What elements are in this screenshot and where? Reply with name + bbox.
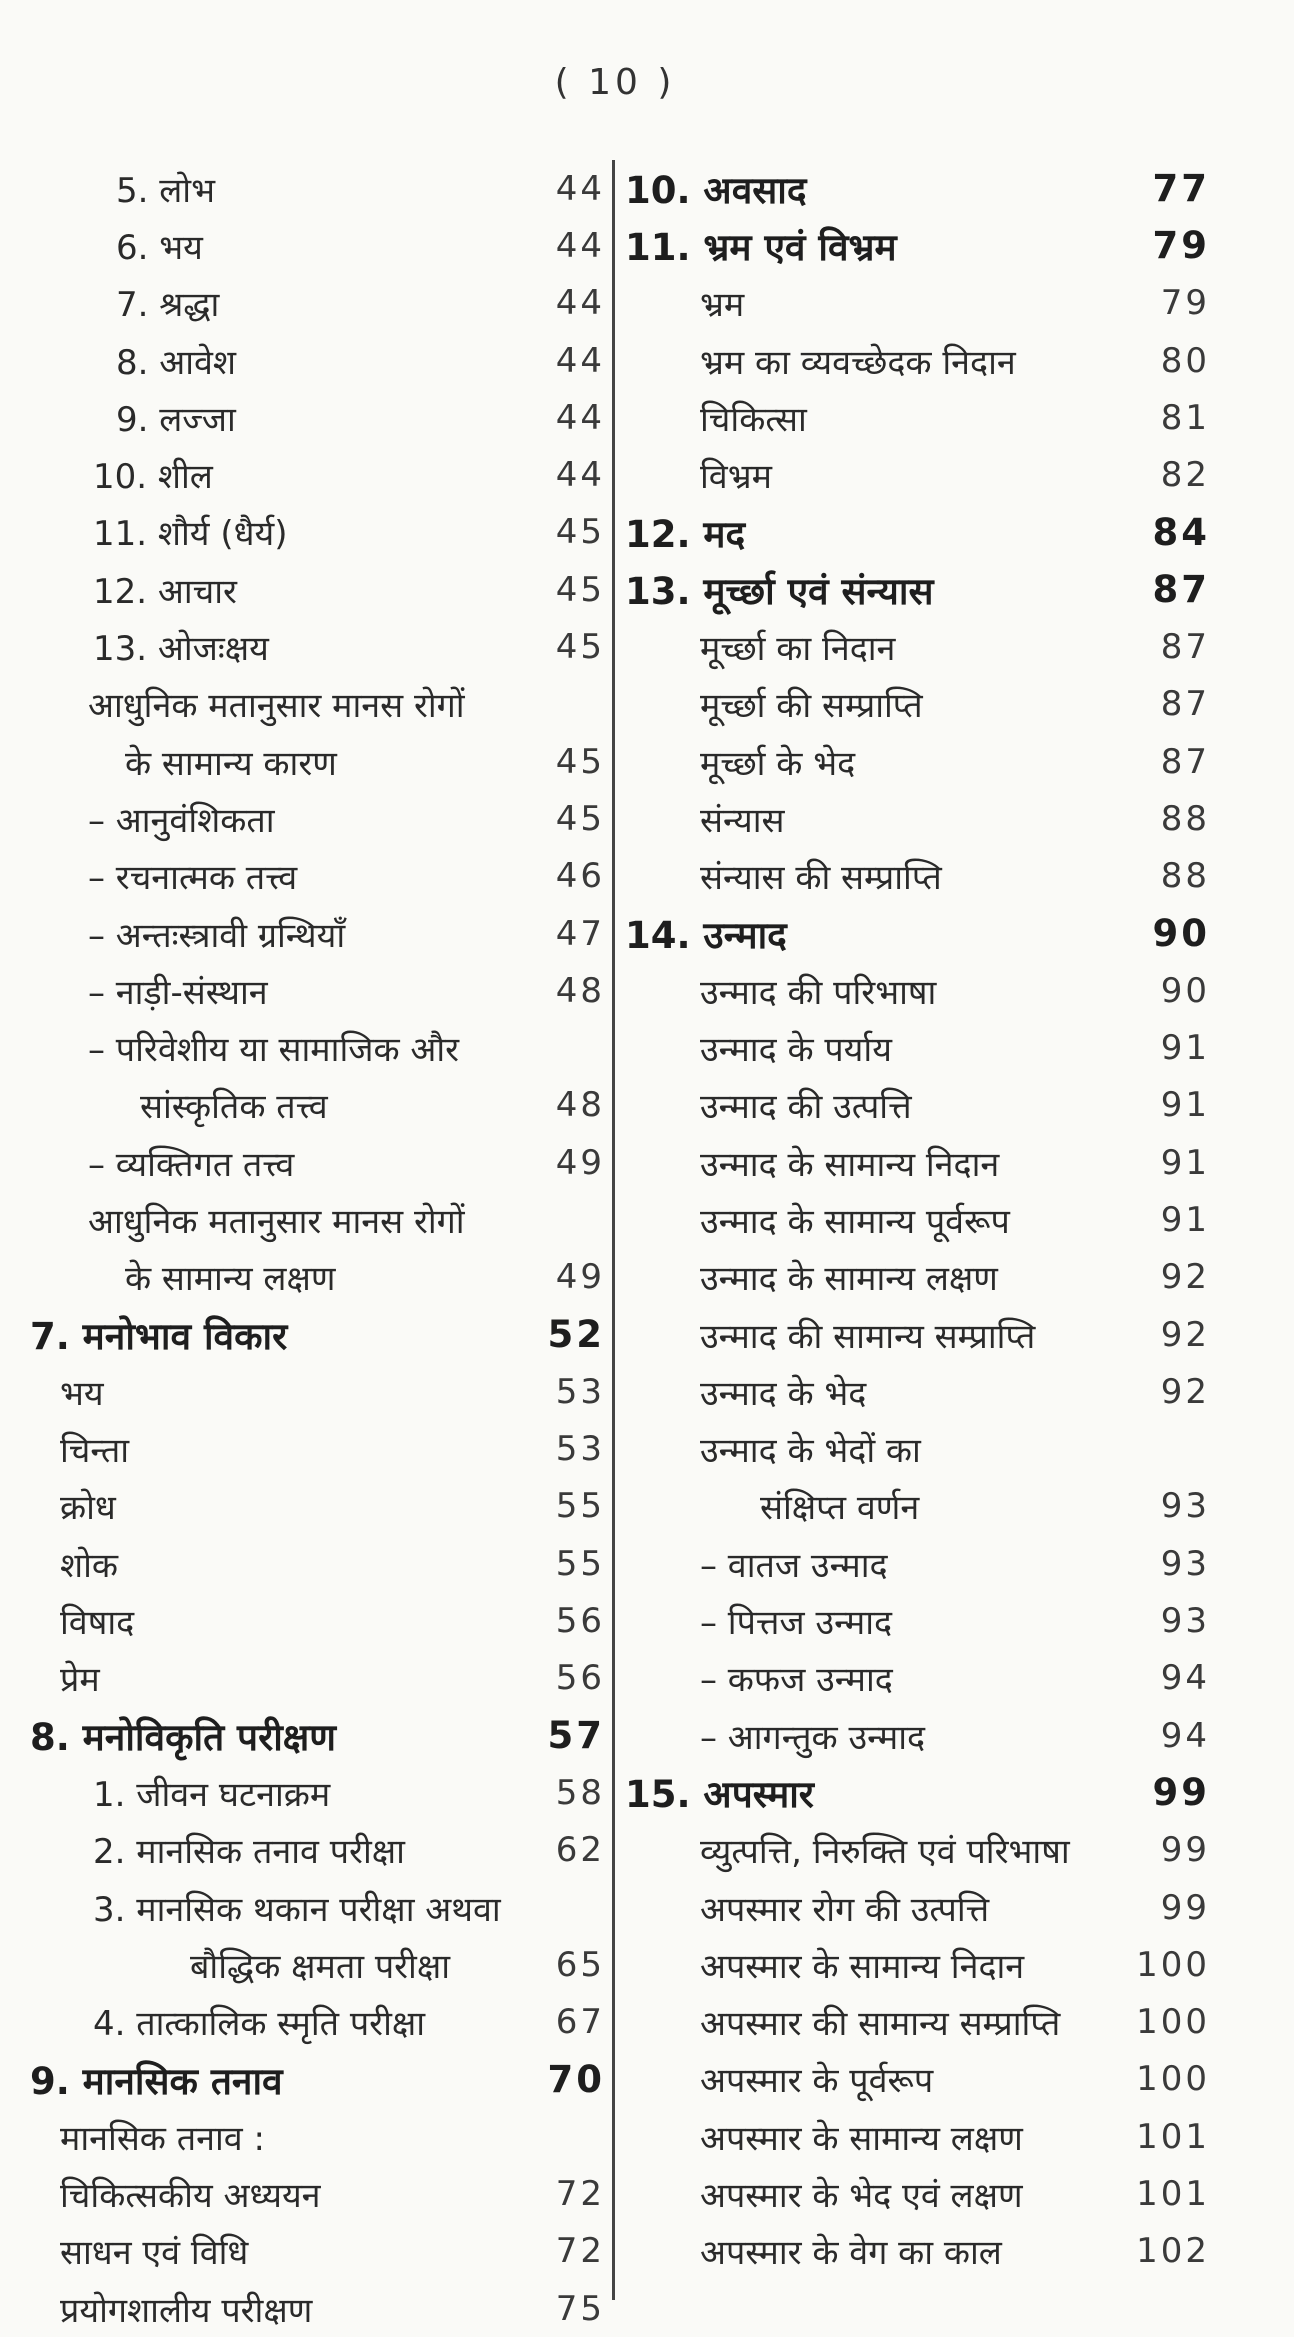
toc-entry-title: भ्रम का व्यवच्छेदक निदान	[700, 342, 1016, 383]
toc-chapter-heading	[30, 1306, 605, 1363]
toc-entry	[625, 1363, 1210, 1420]
toc-entry-title: उन्माद के सामान्य लक्षण	[700, 1259, 998, 1300]
toc-entry-title: अपस्मार के भेद एवं लक्षण	[700, 2176, 1023, 2217]
toc-entry	[625, 1707, 1210, 1764]
toc-entry-title: उन्माद की उत्पत्ति	[700, 1087, 912, 1128]
toc-chapter-heading	[625, 217, 1210, 274]
toc-entry-title: मूर्च्छा के भेद	[700, 743, 856, 784]
toc-entry-title: 12. मद	[625, 512, 746, 556]
toc-entry-title: संन्यास की सम्प्राप्ति	[700, 858, 942, 899]
toc-page-number: 100	[1136, 1944, 1210, 1985]
toc-entry	[625, 1936, 1210, 1993]
toc-entry	[30, 1592, 605, 1649]
toc-entry	[625, 1535, 1210, 1592]
toc-entry-title: के सामान्य लक्षण	[125, 1259, 336, 1300]
toc-page-number: 87	[1152, 568, 1210, 612]
toc-entry	[625, 962, 1210, 1019]
toc-entry	[30, 676, 605, 733]
toc-entry-title: क्रोध	[60, 1488, 116, 1529]
toc-page-number: 46	[555, 856, 605, 897]
toc-entry-title: विभ्रम	[700, 457, 772, 498]
toc-page-number: 94	[1160, 1658, 1210, 1699]
toc-right-column	[625, 160, 1210, 2280]
toc-page-number: 99	[1160, 1887, 1210, 1928]
toc-entry-title: उन्माद के सामान्य निदान	[700, 1144, 1000, 1185]
toc-entry-title: उन्माद के भेद	[700, 1373, 867, 1414]
toc-left-column	[30, 160, 605, 2337]
toc-entry-title: 8. आवेश	[116, 342, 237, 383]
page-number: ( 10 )	[554, 62, 676, 103]
toc-entry	[30, 1249, 605, 1306]
toc-entry	[30, 332, 605, 389]
toc-entry-title: 3. मानसिक थकान परीक्षा अथवा	[93, 1889, 501, 1930]
toc-page-number: 77	[1152, 167, 1210, 211]
toc-entry-title: 7. श्रद्धा	[116, 285, 220, 326]
toc-page-number: 44	[555, 168, 605, 209]
toc-page-number: 44	[555, 283, 605, 324]
toc-entry-title: 10. अवसाद	[625, 169, 807, 213]
toc-page-number: 79	[1160, 283, 1210, 324]
toc-page-number: 44	[555, 225, 605, 266]
toc-entry-title: आधुनिक मतानुसार मानस रोगों	[88, 686, 465, 727]
toc-entry-title: साधन एवं विधि	[60, 2233, 249, 2274]
toc-entry-title: अपस्मार के सामान्य निदान	[700, 1946, 1025, 1987]
toc-entry	[625, 2165, 1210, 2222]
toc-entry	[625, 848, 1210, 905]
toc-entry	[30, 160, 605, 217]
toc-page-number: 56	[555, 1601, 605, 1642]
toc-entry	[625, 1306, 1210, 1363]
toc-entry-title: चिकित्सा	[700, 399, 807, 440]
toc-page-number: 44	[555, 340, 605, 381]
toc-entry	[625, 332, 1210, 389]
toc-entry-title: उन्माद के पर्याय	[700, 1030, 892, 1071]
toc-chapter-heading	[625, 160, 1210, 217]
toc-page-number: 92	[1160, 1371, 1210, 1412]
toc-entry	[30, 733, 605, 790]
toc-page-number: 87	[1160, 741, 1210, 782]
toc-page-number: 99	[1152, 1771, 1210, 1815]
toc-page-number: 48	[555, 970, 605, 1011]
toc-page-number: 100	[1136, 2059, 1210, 2100]
toc-page-number: 87	[1160, 684, 1210, 725]
toc-entry-title: अपस्मार रोग की उत्पत्ति	[700, 1889, 990, 1930]
toc-entry-title: – व्यक्तिगत तत्त्व	[88, 1144, 295, 1185]
toc-page-number: 100	[1136, 2002, 1210, 2043]
toc-entry-title: अपस्मार के सामान्य लक्षण	[700, 2118, 1023, 2159]
toc-page-number: 45	[555, 569, 605, 610]
toc-page-number: 55	[555, 1486, 605, 1527]
toc-entry-title: उन्माद की परिभाषा	[700, 972, 937, 1013]
toc-entry-title: शोक	[60, 1545, 119, 1586]
toc-entry	[625, 1077, 1210, 1134]
toc-entry-title: आधुनिक मतानुसार मानस रोगों	[88, 1201, 465, 1242]
toc-page-number: 84	[1152, 510, 1210, 554]
toc-entry	[625, 2051, 1210, 2108]
toc-entry-title: 13. मूर्च्छा एवं संन्यास	[625, 570, 934, 614]
toc-entry-title: 15. अपस्मार	[625, 1773, 814, 1817]
toc-entry-title: 14. उन्माद	[625, 914, 787, 957]
toc-entry-title: 8. मनोविकृति परीक्षण	[30, 1716, 337, 1760]
toc-entry	[625, 1478, 1210, 1535]
toc-entry	[30, 2280, 605, 2337]
toc-page-number: 56	[555, 1658, 605, 1699]
toc-entry	[30, 275, 605, 332]
toc-entry-title: 9. लज्जा	[116, 399, 236, 440]
toc-page-number: 92	[1160, 1314, 1210, 1355]
toc-entry-title: बौद्धिक क्षमता परीक्षा	[190, 1946, 451, 1987]
toc-page-number: 45	[555, 798, 605, 839]
toc-page-number: 92	[1160, 1257, 1210, 1298]
toc-page-number: 94	[1160, 1715, 1210, 1756]
toc-page-number: 90	[1152, 912, 1210, 955]
toc-page-number: 72	[555, 2231, 605, 2272]
toc-entry	[30, 1936, 605, 1993]
toc-entry	[30, 1019, 605, 1076]
toc-page-number: 91	[1160, 1199, 1210, 1240]
toc-entry-title: 5. लोभ	[116, 170, 216, 211]
toc-entry	[625, 1822, 1210, 1879]
toc-entry	[625, 1421, 1210, 1478]
toc-page-number: 58	[555, 1772, 605, 1813]
toc-entry	[30, 1478, 605, 1535]
toc-page-number: 49	[555, 1257, 605, 1298]
toc-entry	[625, 1879, 1210, 1936]
toc-entry-title: 9. मानसिक तनाव	[30, 2059, 283, 2103]
toc-entry-title: मूर्च्छा का निदान	[700, 629, 896, 670]
toc-page-number: 82	[1160, 455, 1210, 496]
toc-entry	[30, 790, 605, 847]
toc-page-number: 101	[1136, 2116, 1210, 2157]
toc-entry-title: चिन्ता	[60, 1431, 130, 1472]
toc-entry-title: 11. शौर्य (धैर्य)	[93, 514, 288, 555]
toc-page-number: 91	[1160, 1085, 1210, 1126]
toc-entry-title: – वातज उन्माद	[700, 1545, 888, 1586]
toc-page-number: 65	[555, 1944, 605, 1985]
toc-entry	[30, 217, 605, 274]
toc-entry-title: उन्माद के सामान्य पूर्वरूप	[700, 1201, 1010, 1242]
toc-entry-title: – आगन्तुक उन्माद	[700, 1717, 926, 1758]
toc-entry-title: – अन्तःस्त्रावी ग्रन्थियाँ	[88, 915, 346, 956]
toc-entry	[625, 1249, 1210, 1306]
toc-entry-title: 6. भय	[116, 227, 203, 268]
toc-entry	[30, 1191, 605, 1248]
toc-entry-title: 12. आचार	[93, 571, 237, 612]
toc-page-number: 91	[1160, 1142, 1210, 1183]
toc-chapter-heading	[30, 1707, 605, 1764]
toc-entry-title: मूर्च्छा की सम्प्राप्ति	[700, 686, 923, 727]
toc-page-number: 62	[555, 1830, 605, 1871]
toc-page-number: 90	[1160, 970, 1210, 1011]
toc-entry	[30, 1764, 605, 1821]
toc-entry-title: 11. भ्रम एवं विभ्रम	[625, 226, 897, 270]
toc-entry	[30, 2165, 605, 2222]
toc-chapter-heading	[625, 1764, 1210, 1821]
toc-entry-title: प्रयोगशालीय परीक्षण	[60, 2290, 313, 2331]
toc-entry-title: भय	[60, 1373, 104, 1414]
toc-entry	[625, 275, 1210, 332]
toc-page-number: 70	[547, 2057, 605, 2101]
toc-entry-title: सांस्कृतिक तत्त्व	[140, 1087, 328, 1128]
toc-entry	[625, 1191, 1210, 1248]
toc-entry-title: 1. जीवन घटनाक्रम	[93, 1774, 331, 1815]
toc-entry	[625, 1134, 1210, 1191]
toc-page-number: 49	[555, 1142, 605, 1183]
toc-page-number: 47	[555, 913, 605, 954]
toc-entry-title: अपस्मार के वेग का काल	[700, 2233, 1002, 2274]
toc-page-number: 81	[1160, 397, 1210, 438]
toc-entry	[625, 618, 1210, 675]
toc-entry	[30, 618, 605, 675]
toc-entry-title: 2. मानसिक तनाव परीक्षा	[93, 1832, 405, 1873]
toc-page-number: 45	[555, 627, 605, 668]
toc-entry	[30, 848, 605, 905]
toc-page-number: 45	[555, 741, 605, 782]
toc-page-number: 53	[555, 1429, 605, 1470]
toc-page-number: 53	[555, 1371, 605, 1412]
toc-page-number: 72	[555, 2174, 605, 2215]
toc-entry-title: 10. शील	[93, 457, 213, 498]
toc-entry-title: भ्रम	[700, 285, 745, 326]
toc-entry	[30, 446, 605, 503]
toc-page-number: 67	[555, 2002, 605, 2043]
toc-entry-title: – रचनात्मक तत्त्व	[88, 858, 298, 899]
toc-entry	[30, 1822, 605, 1879]
toc-entry	[625, 1650, 1210, 1707]
toc-page-number: 102	[1136, 2231, 1210, 2272]
toc-entry	[625, 2223, 1210, 2280]
toc-entry-title: अपस्मार के पूर्वरूप	[700, 2061, 934, 2102]
toc-page-number: 101	[1136, 2174, 1210, 2215]
toc-entry-title: विषाद	[60, 1603, 135, 1644]
toc-entry	[30, 1535, 605, 1592]
toc-entry-title: संक्षिप्त वर्णन	[760, 1488, 920, 1529]
toc-entry	[30, 1421, 605, 1478]
toc-entry-title: 13. ओजःक्षय	[93, 629, 269, 670]
toc-entry-title: – आनुवंशिकता	[88, 800, 275, 841]
toc-page-number: 88	[1160, 798, 1210, 839]
toc-entry-title: के सामान्य कारण	[125, 743, 337, 784]
toc-entry	[30, 1650, 605, 1707]
toc-entry	[625, 1592, 1210, 1649]
toc-chapter-heading	[30, 2051, 605, 2108]
toc-page-number: 79	[1152, 224, 1210, 268]
toc-page-number: 88	[1160, 856, 1210, 897]
toc-entry	[625, 389, 1210, 446]
toc-chapter-heading	[625, 905, 1210, 962]
toc-page-number: 55	[555, 1543, 605, 1584]
toc-page-number: 44	[555, 397, 605, 438]
toc-entry	[625, 676, 1210, 733]
toc-entry	[625, 2108, 1210, 2165]
toc-page-number: 57	[547, 1714, 605, 1758]
toc-entry	[30, 1077, 605, 1134]
toc-chapter-heading	[625, 561, 1210, 618]
toc-entry-title: उन्माद की सामान्य सम्प्राप्ति	[700, 1316, 1036, 1357]
column-divider	[612, 160, 615, 2300]
toc-entry	[625, 1994, 1210, 2051]
toc-entry-title: – पित्तज उन्माद	[700, 1603, 893, 1644]
toc-entry-title: उन्माद के भेदों का	[700, 1431, 921, 1472]
toc-page-number: 93	[1160, 1543, 1210, 1584]
toc-entry	[30, 389, 605, 446]
toc-page-number: 93	[1160, 1486, 1210, 1527]
toc-entry	[30, 2108, 605, 2165]
toc-page-number: 44	[555, 455, 605, 496]
toc-entry	[625, 1019, 1210, 1076]
toc-entry-title: अपस्मार की सामान्य सम्प्राप्ति	[700, 2004, 1061, 2045]
toc-page-number: 87	[1160, 627, 1210, 668]
toc-entry	[30, 905, 605, 962]
toc-entry	[625, 446, 1210, 503]
toc-entry-title: – कफज उन्माद	[700, 1660, 893, 1701]
toc-entry-title: – परिवेशीय या सामाजिक और	[88, 1030, 460, 1071]
toc-entry-title: व्युत्पत्ति, निरुक्ति एवं परिभाषा	[700, 1832, 1070, 1873]
toc-page-number: 45	[555, 512, 605, 553]
toc-entry	[30, 1363, 605, 1420]
toc-page-number: 99	[1160, 1830, 1210, 1871]
toc-entry	[30, 962, 605, 1019]
toc-entry	[30, 561, 605, 618]
toc-entry	[625, 790, 1210, 847]
toc-entry	[30, 504, 605, 561]
toc-entry	[30, 2223, 605, 2280]
toc-page-number: 52	[547, 1313, 605, 1357]
toc-page-number: 75	[555, 2288, 605, 2329]
toc-page-number: 48	[555, 1085, 605, 1126]
toc-entry-title: संन्यास	[700, 800, 785, 841]
toc-entry	[625, 733, 1210, 790]
toc-entry	[30, 1879, 605, 1936]
toc-page-number: 91	[1160, 1028, 1210, 1069]
toc-entry	[30, 1134, 605, 1191]
toc-entry-title: – नाड़ी-संस्थान	[88, 972, 268, 1013]
toc-page-number: 80	[1160, 340, 1210, 381]
toc-entry-title: 7. मनोभाव विकार	[30, 1315, 288, 1359]
toc-entry-title: प्रेम	[60, 1660, 100, 1701]
toc-entry-title: चिकित्सकीय अध्ययन	[60, 2176, 321, 2217]
toc-entry-title: मानसिक तनाव :	[60, 2118, 265, 2159]
toc-entry	[30, 1994, 605, 2051]
toc-page-number: 93	[1160, 1601, 1210, 1642]
toc-entry-title: 4. तात्कालिक स्मृति परीक्षा	[93, 2004, 426, 2045]
toc-chapter-heading	[625, 504, 1210, 561]
